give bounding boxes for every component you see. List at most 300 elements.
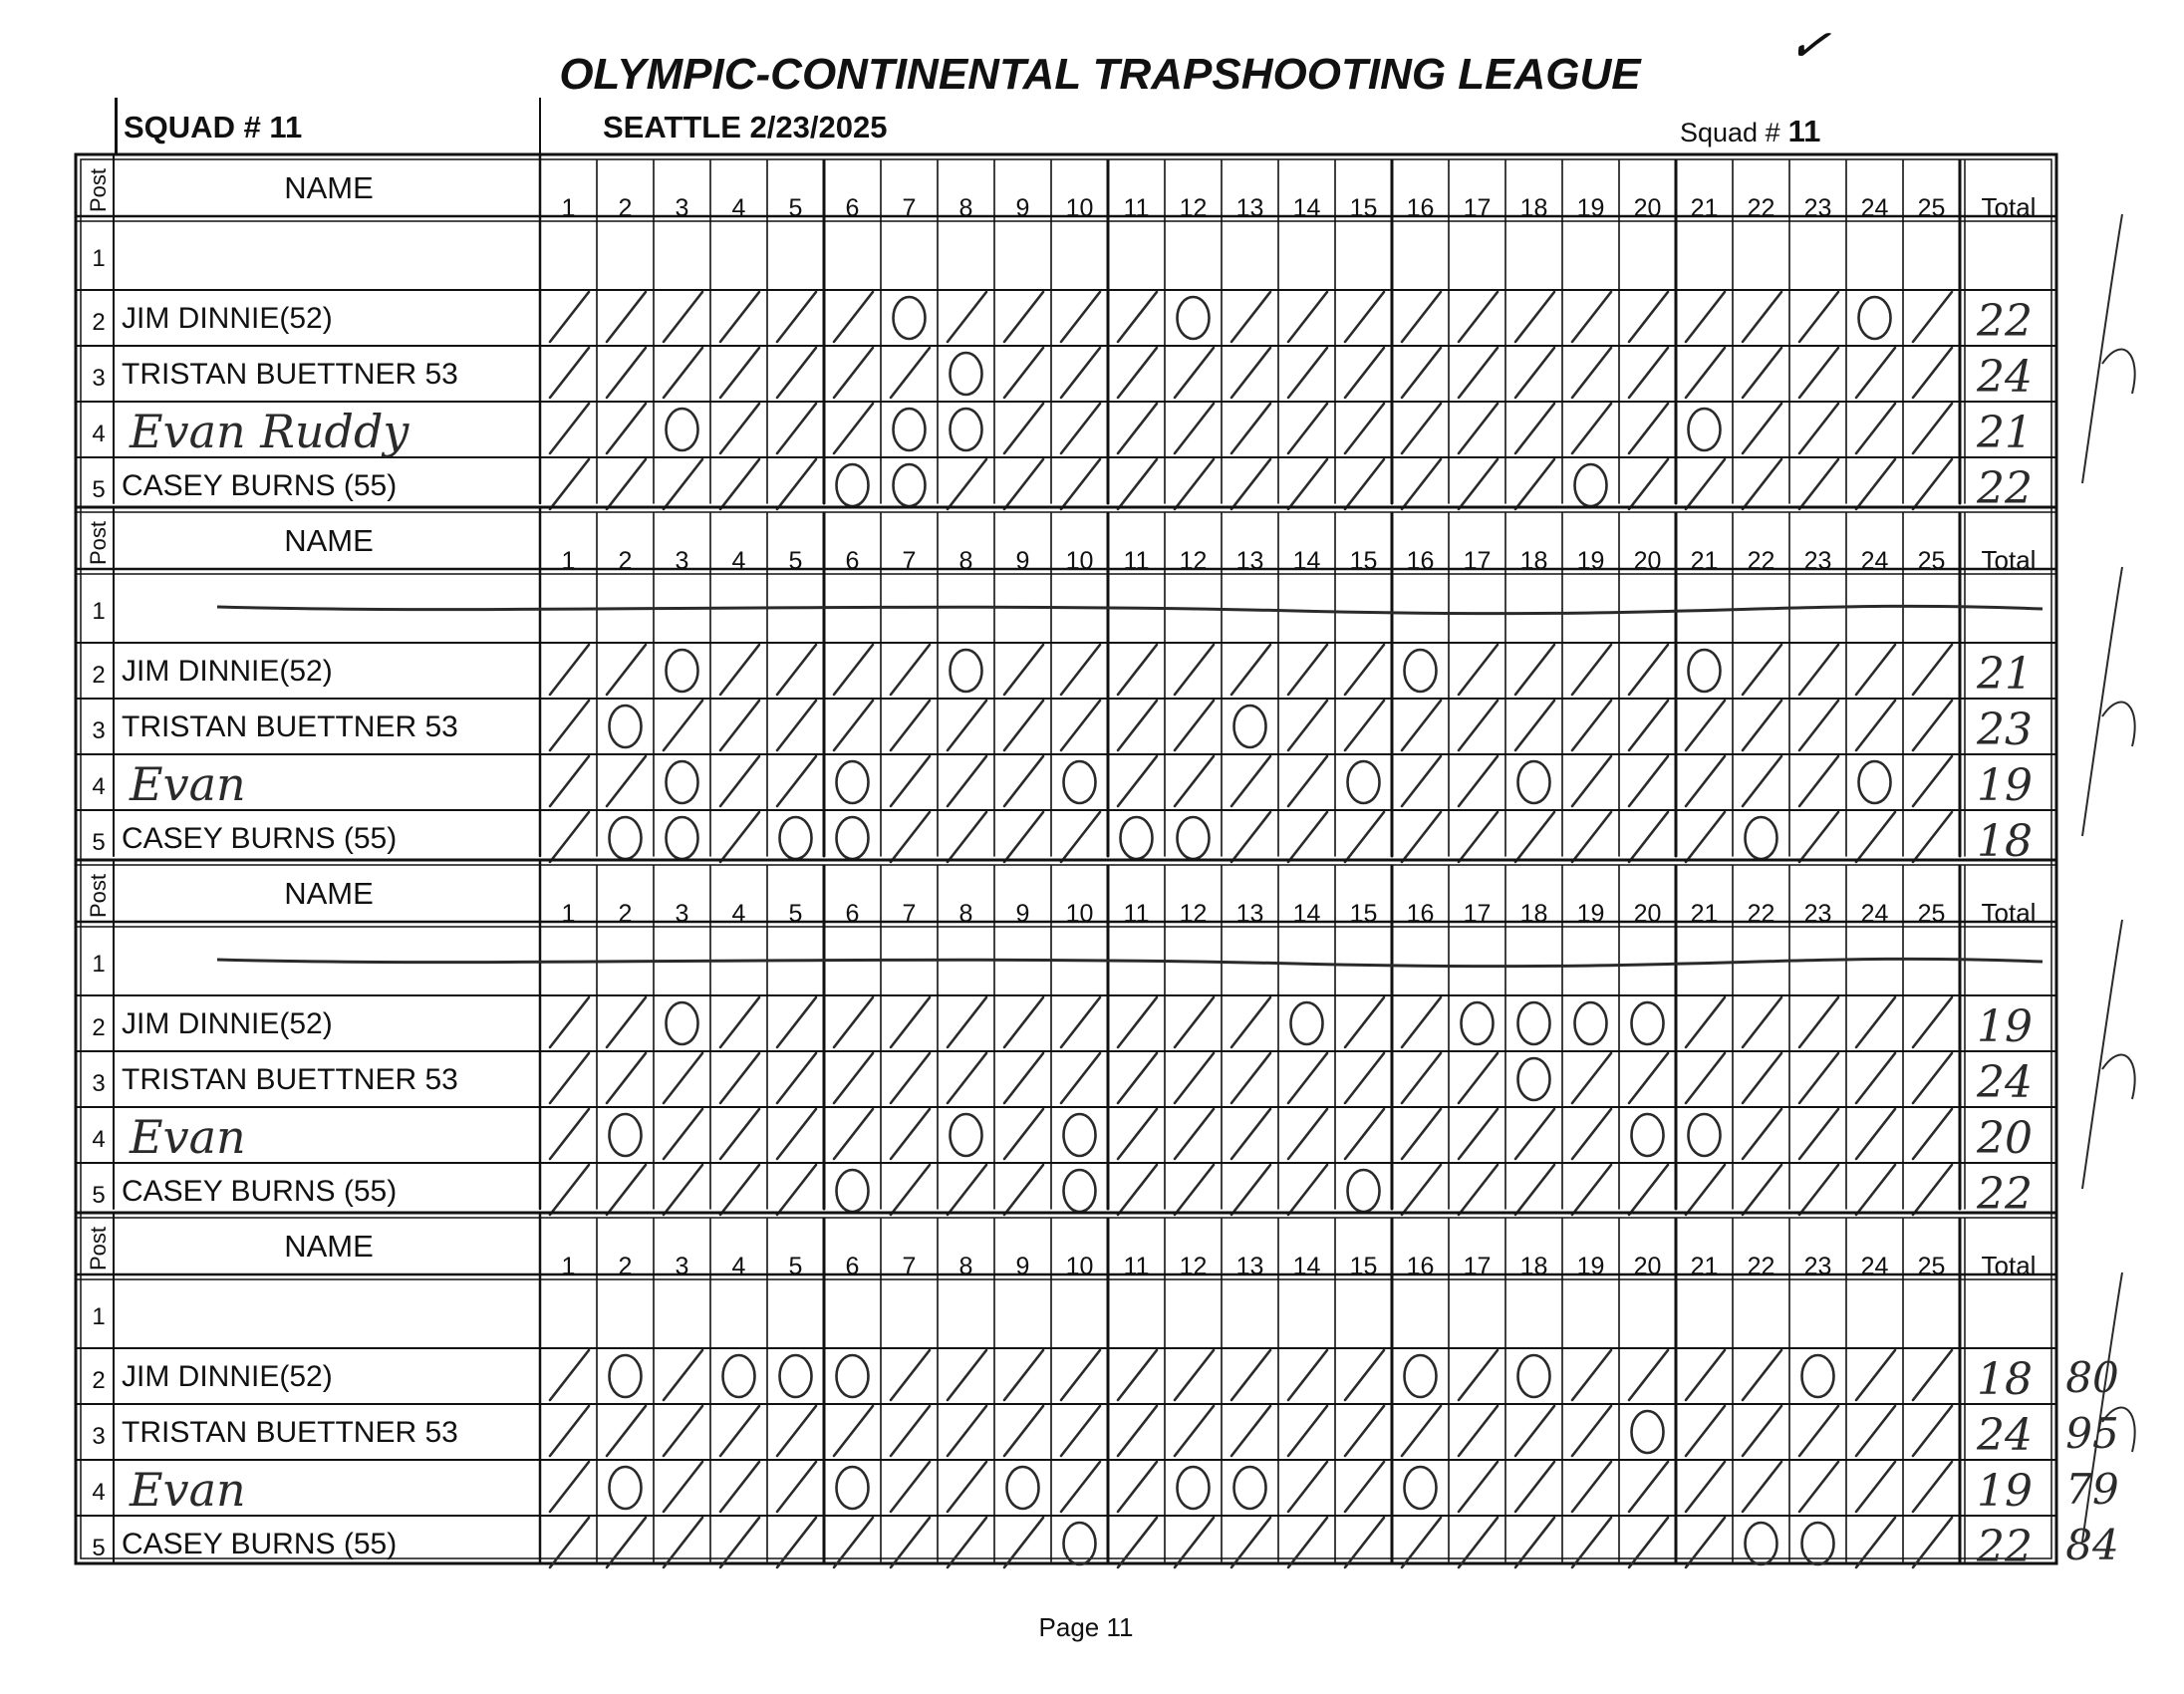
target-number-header: 16 [1406, 194, 1435, 222]
target-number-header: 3 [675, 1253, 689, 1280]
target-number-header: 9 [1015, 900, 1030, 928]
target-number-header: 11 [1123, 194, 1150, 222]
hit-mark [1402, 997, 1441, 1047]
hit-mark [891, 1109, 930, 1159]
miss-mark [1405, 650, 1437, 692]
miss-mark [837, 817, 869, 859]
hit-mark [1004, 756, 1043, 806]
miss-mark [1234, 1467, 1266, 1509]
hit-mark [1799, 1165, 1838, 1215]
miss-mark [1632, 1114, 1664, 1156]
hit-mark [1572, 292, 1611, 342]
hit-mark [1061, 1053, 1100, 1103]
hit-mark [834, 1406, 873, 1456]
shooter-name: JIM DINNIE(52) [122, 1360, 333, 1393]
hit-mark [1743, 701, 1781, 750]
target-number-header: 10 [1065, 194, 1094, 222]
post-number: 3 [92, 365, 106, 392]
hit-mark [1459, 812, 1498, 862]
grand-total: 79 [2065, 1465, 2119, 1514]
hit-mark [1459, 1165, 1498, 1215]
hit-mark [664, 459, 702, 509]
post-number: 4 [92, 421, 106, 447]
hit-mark [664, 348, 702, 398]
hit-mark [664, 292, 702, 342]
target-number-header: 18 [1519, 1253, 1548, 1280]
hit-mark [1175, 1518, 1214, 1567]
post-number: 2 [92, 662, 106, 689]
post-number: 1 [92, 1303, 106, 1330]
target-number-header: 19 [1576, 1253, 1605, 1280]
target-number-header: 5 [788, 900, 803, 928]
hit-mark [1402, 348, 1441, 398]
target-number-header: 15 [1349, 900, 1378, 928]
row-total: 18 [1977, 1354, 2033, 1405]
hit-mark [1459, 756, 1498, 806]
miss-mark [837, 1467, 869, 1509]
target-number-header: 14 [1292, 1253, 1321, 1280]
hit-mark [1686, 1518, 1725, 1567]
hit-mark [1175, 1406, 1214, 1456]
hit-mark [891, 701, 930, 750]
hit-mark [1231, 756, 1270, 806]
hit-mark [1629, 459, 1668, 509]
hit-mark [1572, 1462, 1611, 1512]
hit-mark [720, 1462, 759, 1512]
hit-mark [1175, 404, 1214, 453]
hit-mark [1402, 404, 1441, 453]
hit-mark [1118, 756, 1157, 806]
hit-mark [1175, 1053, 1214, 1103]
hit-mark [1118, 645, 1157, 695]
hit-mark [1175, 645, 1214, 695]
name-header: NAME [284, 523, 374, 558]
miss-mark [894, 409, 926, 450]
miss-mark [1689, 409, 1721, 450]
hit-mark [1231, 1350, 1270, 1400]
hit-mark [1175, 1109, 1214, 1159]
hit-mark [1004, 404, 1043, 453]
target-number-header: 10 [1065, 547, 1094, 575]
miss-mark [610, 1467, 642, 1509]
miss-mark [1348, 761, 1380, 803]
target-number-header: 7 [902, 547, 917, 575]
hit-mark [1459, 459, 1498, 509]
hit-mark [948, 1518, 986, 1567]
hit-mark [550, 756, 589, 806]
shooter-name: TRISTAN BUETTNER 53 [122, 1063, 458, 1096]
hit-mark [1572, 404, 1611, 453]
hit-mark [1572, 701, 1611, 750]
name-header: NAME [284, 170, 374, 205]
target-number-header: 11 [1123, 1253, 1150, 1280]
hit-mark [777, 645, 816, 695]
hit-mark [1118, 997, 1157, 1047]
hit-mark [1799, 812, 1838, 862]
target-number-header: 24 [1860, 194, 1889, 222]
hit-mark [1175, 997, 1214, 1047]
hit-mark [1175, 756, 1214, 806]
miss-mark [837, 761, 869, 803]
hit-mark [1345, 1053, 1384, 1103]
hit-mark [777, 756, 816, 806]
hit-mark [1799, 459, 1838, 509]
target-number-header: 19 [1576, 547, 1605, 575]
hit-mark [1118, 404, 1157, 453]
hit-mark [1913, 1462, 1952, 1512]
hit-mark [720, 645, 759, 695]
hit-mark [1288, 1165, 1327, 1215]
post-number: 1 [92, 598, 106, 625]
target-number-header: 21 [1690, 547, 1719, 575]
target-number-header: 6 [845, 547, 860, 575]
miss-mark [1859, 297, 1891, 339]
hit-mark [1118, 1165, 1157, 1215]
miss-mark [1291, 1002, 1323, 1044]
shooter-name: CASEY BURNS (55) [122, 469, 398, 502]
hit-mark [664, 701, 702, 750]
hit-mark [1402, 1109, 1441, 1159]
hit-mark [1572, 1518, 1611, 1567]
hit-mark [1572, 1053, 1611, 1103]
target-number-header: 4 [731, 547, 746, 575]
hit-mark [1572, 812, 1611, 862]
post-number: 4 [92, 1126, 106, 1153]
hit-mark [1061, 997, 1100, 1047]
hit-mark [1118, 1462, 1157, 1512]
miss-mark [1405, 1355, 1437, 1397]
post-header: Post [86, 520, 111, 566]
hit-mark [1629, 292, 1668, 342]
hit-mark [1913, 645, 1952, 695]
post-number: 2 [92, 309, 106, 336]
target-number-header: 6 [845, 194, 860, 222]
hit-mark [1799, 292, 1838, 342]
miss-mark [1405, 1467, 1437, 1509]
hit-mark [1175, 459, 1214, 509]
target-number-header: 11 [1123, 547, 1150, 575]
miss-mark [667, 761, 698, 803]
target-number-header: 7 [902, 1253, 917, 1280]
hit-mark [1345, 348, 1384, 398]
hit-mark [777, 1053, 816, 1103]
hit-mark [1402, 1518, 1441, 1567]
hit-mark [1515, 1109, 1554, 1159]
post-number: 3 [92, 717, 106, 744]
hit-mark [1459, 701, 1498, 750]
target-number-header: 7 [902, 900, 917, 928]
hit-mark [1231, 1053, 1270, 1103]
hit-mark [1118, 1109, 1157, 1159]
shooter-name-handwritten: Evan [130, 1110, 246, 1164]
target-number-header: 17 [1463, 1253, 1492, 1280]
target-number-header: 8 [958, 900, 973, 928]
hit-mark [891, 1053, 930, 1103]
hit-mark [550, 292, 589, 342]
post-number: 3 [92, 1070, 106, 1097]
row-total: 22 [1977, 463, 2033, 514]
shooter-name-handwritten: Evan Ruddy [130, 405, 410, 458]
hit-mark [1004, 292, 1043, 342]
shooter-name: TRISTAN BUETTNER 53 [122, 1416, 458, 1449]
target-number-header: 1 [561, 547, 576, 575]
target-number-header: 16 [1406, 547, 1435, 575]
hit-mark [891, 1518, 930, 1567]
hit-mark [1459, 1518, 1498, 1567]
hit-mark [1118, 459, 1157, 509]
hit-mark [1288, 1053, 1327, 1103]
hit-mark [777, 1462, 816, 1512]
target-number-header: 24 [1860, 1253, 1889, 1280]
hit-mark [1459, 1053, 1498, 1103]
miss-mark [610, 817, 642, 859]
hit-mark [1799, 404, 1838, 453]
hit-mark [777, 1109, 816, 1159]
target-number-header: 10 [1065, 1253, 1094, 1280]
target-number-header: 8 [958, 194, 973, 222]
target-number-header: 3 [675, 547, 689, 575]
hit-mark [720, 404, 759, 453]
target-number-header: 2 [618, 194, 633, 222]
hit-mark [1686, 756, 1725, 806]
target-number-header: 3 [675, 194, 689, 222]
hit-mark [1572, 1165, 1611, 1215]
hit-mark [1459, 1109, 1498, 1159]
hit-mark [720, 459, 759, 509]
row-total: 24 [1977, 352, 2033, 403]
target-number-header: 13 [1235, 1253, 1264, 1280]
miss-mark [1689, 650, 1721, 692]
hit-mark [1004, 1518, 1043, 1567]
hit-mark [1913, 997, 1952, 1047]
hit-mark [1856, 1165, 1895, 1215]
hit-mark [1743, 1109, 1781, 1159]
hit-mark [1913, 1053, 1952, 1103]
target-number-header: 20 [1633, 900, 1662, 928]
hit-mark [1913, 812, 1952, 862]
hit-mark [607, 292, 646, 342]
target-number-header: 15 [1349, 547, 1378, 575]
hit-mark [720, 1165, 759, 1215]
target-number-header: 10 [1065, 900, 1094, 928]
row-total: 23 [1977, 705, 2033, 755]
hit-mark [1629, 1165, 1668, 1215]
hit-mark [1288, 348, 1327, 398]
hit-mark [1743, 404, 1781, 453]
hit-mark [1402, 1165, 1441, 1215]
row-total: 22 [1977, 296, 2033, 347]
target-number-header: 19 [1576, 194, 1605, 222]
hit-mark [1743, 1350, 1781, 1400]
hit-mark [1629, 701, 1668, 750]
hit-mark [1856, 404, 1895, 453]
target-number-header: 11 [1123, 900, 1150, 928]
hit-mark [891, 1462, 930, 1512]
hit-mark [1515, 701, 1554, 750]
hit-mark [550, 645, 589, 695]
hit-mark [1345, 645, 1384, 695]
miss-mark [894, 297, 926, 339]
hit-mark [834, 292, 873, 342]
squad-number-caption: Squad # [1680, 118, 1780, 147]
name-header: NAME [284, 1229, 374, 1264]
hit-mark [1402, 292, 1441, 342]
hit-mark [1686, 292, 1725, 342]
hit-mark [777, 1518, 816, 1567]
miss-mark [1632, 1002, 1664, 1044]
post-number: 2 [92, 1367, 106, 1394]
miss-mark [1462, 1002, 1494, 1044]
hit-mark [1572, 1406, 1611, 1456]
hit-mark [1118, 1518, 1157, 1567]
miss-mark [1178, 1467, 1210, 1509]
hit-mark [1913, 292, 1952, 342]
hit-mark [1629, 1350, 1668, 1400]
name-header: NAME [284, 876, 374, 911]
miss-mark [1518, 1058, 1550, 1100]
hit-mark [607, 404, 646, 453]
hit-mark [1061, 459, 1100, 509]
hit-mark [607, 459, 646, 509]
hit-mark [891, 645, 930, 695]
miss-mark [951, 353, 982, 395]
hit-mark [1175, 1350, 1214, 1400]
grand-total: 84 [2065, 1521, 2119, 1569]
hit-mark [777, 701, 816, 750]
hit-mark [1856, 1350, 1895, 1400]
miss-mark [667, 1002, 698, 1044]
post-number: 5 [92, 829, 106, 856]
row-total: 24 [1977, 1410, 2033, 1461]
hit-mark [607, 645, 646, 695]
meet-label: SEATTLE 2/23/2025 [603, 110, 888, 144]
post-header: Post [86, 1226, 111, 1271]
target-number-header: 8 [958, 1253, 973, 1280]
hit-mark [1061, 645, 1100, 695]
hit-mark [1913, 756, 1952, 806]
hit-mark [607, 348, 646, 398]
miss-mark [1689, 1114, 1721, 1156]
target-number-header: 12 [1179, 1253, 1208, 1280]
target-number-header: 24 [1860, 900, 1889, 928]
hit-mark [1061, 348, 1100, 398]
target-number-header: 20 [1633, 547, 1662, 575]
hit-mark [1856, 1109, 1895, 1159]
shooter-name: CASEY BURNS (55) [122, 1175, 398, 1208]
hit-mark [1686, 1350, 1725, 1400]
hit-mark [1288, 701, 1327, 750]
hit-mark [1402, 701, 1441, 750]
hit-mark [948, 1053, 986, 1103]
hit-mark [1686, 459, 1725, 509]
miss-mark [951, 650, 982, 692]
hit-mark [1288, 459, 1327, 509]
hit-mark [1459, 404, 1498, 453]
check-mark-icon: ✓ [1784, 13, 1834, 77]
hit-mark [1913, 404, 1952, 453]
shooter-name: TRISTAN BUETTNER 53 [122, 710, 458, 743]
hit-mark [1743, 756, 1781, 806]
target-number-header: 4 [731, 900, 746, 928]
hit-mark [550, 997, 589, 1047]
miss-mark [667, 817, 698, 859]
target-number-header: 4 [731, 194, 746, 222]
hit-mark [1686, 1406, 1725, 1456]
hit-mark [1061, 812, 1100, 862]
target-number-header: 14 [1292, 547, 1321, 575]
target-number-header: 16 [1406, 1253, 1435, 1280]
hit-mark [1856, 459, 1895, 509]
target-number-header: 21 [1690, 900, 1719, 928]
hit-mark [777, 404, 816, 453]
hit-mark [1459, 348, 1498, 398]
hit-mark [1288, 812, 1327, 862]
hit-mark [1856, 348, 1895, 398]
hit-mark [1118, 1406, 1157, 1456]
hit-mark [1288, 1462, 1327, 1512]
target-number-header: 9 [1015, 547, 1030, 575]
target-number-header: 18 [1519, 194, 1548, 222]
row-total: 19 [1977, 1001, 2033, 1052]
target-number-header: 15 [1349, 1253, 1378, 1280]
hit-mark [1629, 645, 1668, 695]
hit-mark [1061, 292, 1100, 342]
hit-mark [1288, 756, 1327, 806]
hit-mark [1799, 701, 1838, 750]
target-number-header: 20 [1633, 194, 1662, 222]
hit-mark [1629, 756, 1668, 806]
hit-mark [1515, 1518, 1554, 1567]
target-number-header: 23 [1803, 547, 1832, 575]
grand-total: 80 [2065, 1353, 2119, 1402]
hit-mark [948, 1462, 986, 1512]
hit-mark [664, 1518, 702, 1567]
target-number-header: 13 [1235, 547, 1264, 575]
post-number: 4 [92, 773, 106, 800]
target-number-header: 17 [1463, 194, 1492, 222]
target-number-header: 12 [1179, 547, 1208, 575]
hit-mark [1231, 459, 1270, 509]
row-total: 22 [1977, 1522, 2033, 1572]
post-number: 5 [92, 1535, 106, 1561]
hit-mark [1686, 1165, 1725, 1215]
hit-mark [1402, 459, 1441, 509]
row-total: 22 [1977, 1169, 2033, 1220]
row-total: 19 [1977, 760, 2033, 811]
hit-mark [1856, 645, 1895, 695]
target-number-header: 13 [1235, 900, 1264, 928]
page-title: OLYMPIC-CONTINENTAL TRAPSHOOTING LEAGUE [559, 50, 1641, 99]
hit-mark [1913, 1109, 1952, 1159]
hit-mark [664, 1462, 702, 1512]
hit-mark [1061, 1350, 1100, 1400]
hit-mark [1345, 404, 1384, 453]
hit-mark [948, 701, 986, 750]
target-number-header: 24 [1860, 547, 1889, 575]
hit-mark [550, 1462, 589, 1512]
post-number: 4 [92, 1479, 106, 1506]
target-number-header: 7 [902, 194, 917, 222]
hit-mark [1004, 997, 1043, 1047]
hit-mark [948, 1350, 986, 1400]
hit-mark [1799, 645, 1838, 695]
hit-mark [1118, 1350, 1157, 1400]
target-number-header: 12 [1179, 900, 1208, 928]
hit-mark [891, 1350, 930, 1400]
hit-mark [1231, 1406, 1270, 1456]
hit-mark [1004, 1165, 1043, 1215]
target-number-header: 25 [1917, 1253, 1946, 1280]
